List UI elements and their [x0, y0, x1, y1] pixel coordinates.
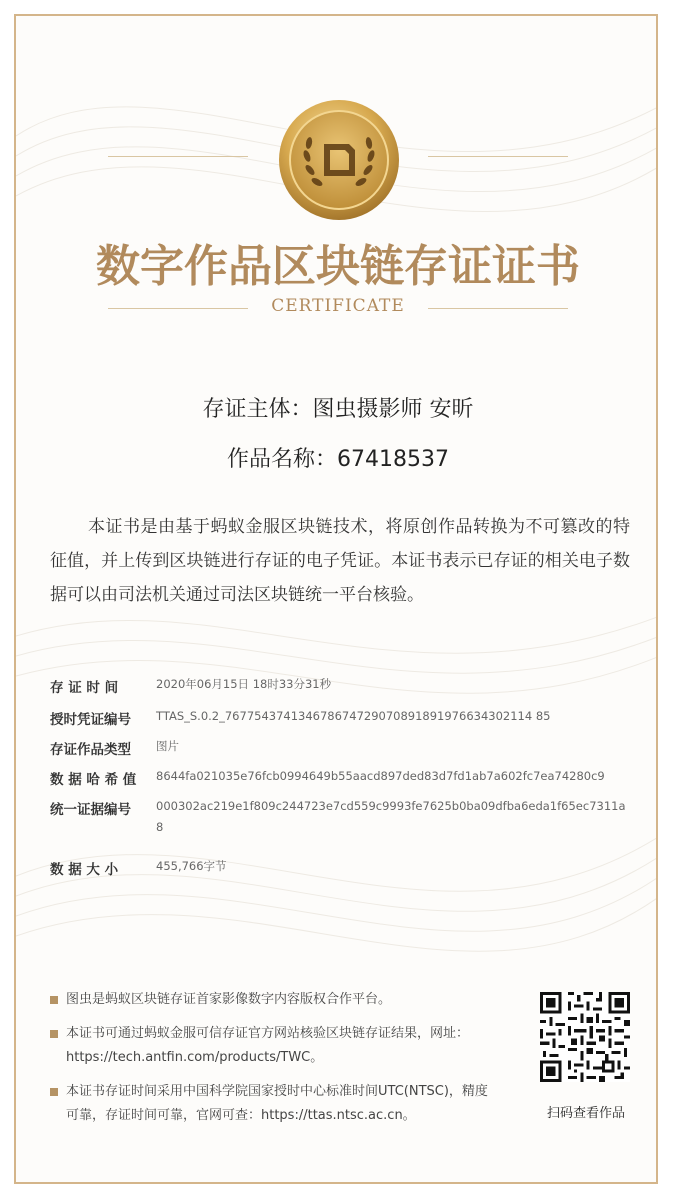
subject-value: 图虫摄影师 安昕 — [312, 397, 474, 422]
left-ornament-line — [108, 156, 248, 157]
note-text: 本证书可通过蚂蚁金服可信存证官方网站核验区块链存证结果，网址：https://tech.antfin.com/products/TWC。 — [66, 1026, 470, 1065]
work-name-line — [16, 442, 658, 473]
detail-value: 图片 — [156, 739, 179, 753]
notes-list — [50, 988, 500, 1138]
right-ornament-line — [428, 156, 568, 157]
bullet-square-icon — [50, 1030, 58, 1038]
qr-code-icon[interactable] — [540, 992, 630, 1082]
subject-label: 存证主体： — [202, 397, 313, 422]
detail-label: 数 据 大 小 — [50, 862, 119, 878]
detail-value: 8644fa021035e76fcb0994649b55aacd897ded83d7fd1ab7a602fc7ea74280c9 — [156, 769, 605, 783]
detail-label: 统一证据编号 — [50, 802, 131, 818]
bullet-square-icon — [50, 1088, 58, 1096]
note-item — [50, 1022, 500, 1070]
certificate-description: 本证书是由基于蚂蚁金服区块链技术，将原创作品转换为不可篡改的特征值，并上传到区块链进行存证的电子凭证。本证书表示已存证的相关电子数据可以由司法机关通过司法区块链统一平台核验。 — [50, 517, 630, 605]
gold-seal-emblem — [277, 98, 401, 222]
detail-label: 存证作品类型 — [50, 742, 131, 758]
detail-value: 000302ac219e1f809c244723e7cd559c9993fe7625b0ba09dfba6eda1f65ec7311a8 — [156, 799, 626, 834]
detail-label: 存 证 时 间 — [50, 680, 119, 696]
work-label: 作品名称： — [227, 447, 338, 472]
note-item — [50, 988, 500, 1012]
detail-value: 2020年06月15日 18时33分31秒 — [156, 677, 332, 691]
bullet-square-icon — [50, 996, 58, 1004]
subject-line — [16, 392, 658, 423]
detail-value: 455,766字节 — [156, 859, 227, 873]
qr-code-label: 扫码查看作品 — [546, 1106, 625, 1121]
detail-label: 授时凭证编号 — [50, 712, 131, 728]
certificate-subtitle: CERTIFICATE — [271, 296, 405, 316]
note-item — [50, 1080, 500, 1128]
work-value: 67418537 — [337, 447, 449, 472]
certificate-frame — [14, 14, 658, 1184]
certificate-title: 数字作品区块链存证证书 — [96, 241, 580, 292]
note-text: 图虫是蚂蚁区块链存证首家影像数字内容版权合作平台。 — [66, 992, 392, 1007]
note-text: 本证书存证时间采用中国科学院国家授时中心标准时间UTC(NTSC)，精度可靠，存证时间可靠，官网可查：https://ttas.ntsc.ac.cn。 — [66, 1084, 488, 1123]
detail-label: 数 据 哈 希 值 — [50, 772, 137, 788]
detail-value: TTAS_S.0.2_767754374134678674729070891891976634302114 85 — [156, 709, 551, 723]
